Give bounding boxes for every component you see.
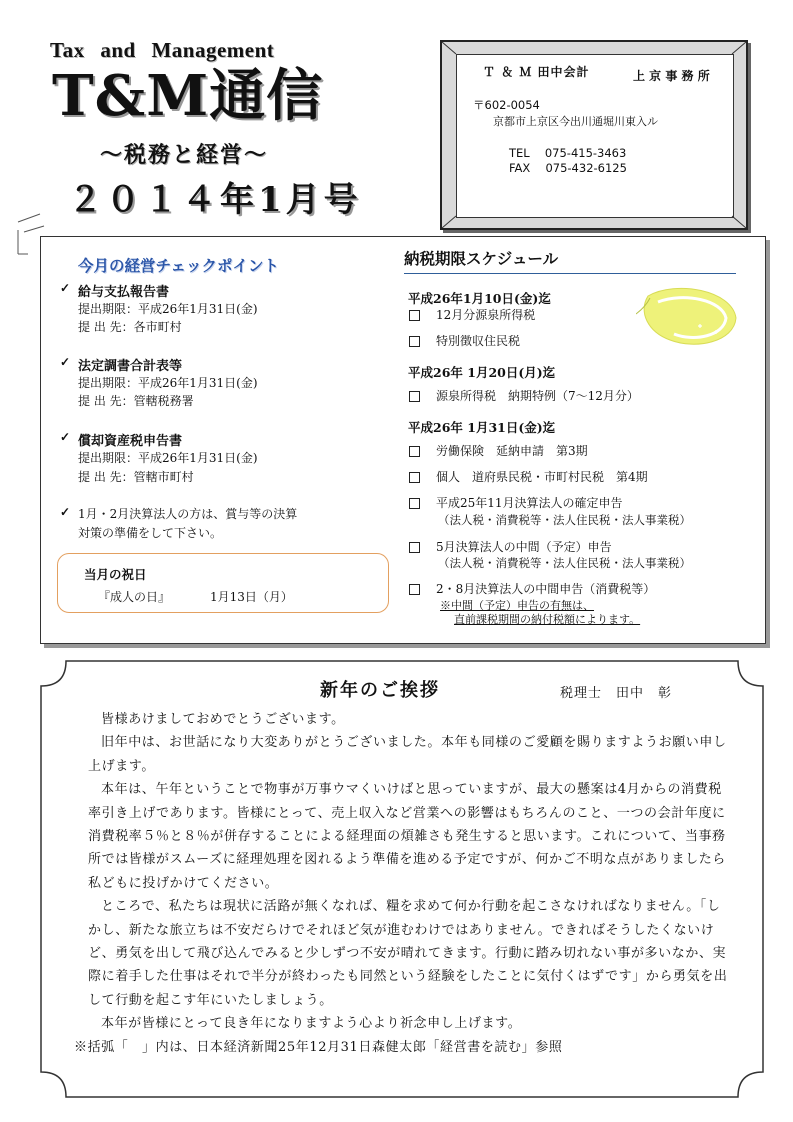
schedule-item-sub: （法人税・消費税等・法人住民税・法人事業税） bbox=[438, 556, 691, 570]
checkbox-icon bbox=[409, 310, 420, 321]
checkpoint-title: 今月の経営チェックポイント bbox=[78, 257, 280, 275]
checkpoint-destination: 提 出 先：管轄市町村 bbox=[78, 470, 194, 484]
check-icon: ✓ bbox=[60, 281, 71, 295]
greeting-paragraph: 本年は、午年ということで物事が万事ウマくいけばと思っていますが、最大の懸案は4月からの消費税率引き上げであります。皆様にとって、売上収入など営業への影響はもちろんのこと、一つの会計年度に消費税率５％と８％が併存することによる経理面の煩雑さも発生すると思います。これについて、当事務所では皆様がスムーズに経理処理を図れるよう準備を進める予定ですが、何かご不明な点がありましたら私どもに投げかけてください。 bbox=[88, 782, 726, 891]
greeting-body bbox=[74, 708, 728, 1059]
schedule-item: 5月決算法人の中間（予定）申告 bbox=[436, 540, 612, 554]
greeting-source-note: ※括弧「 」内は、日本経済新聞25年12月31日森健太郎「経営書を読む」参照 bbox=[74, 1039, 563, 1055]
schedule-item: 平成25年11月決算法人の確定申告 bbox=[436, 496, 623, 510]
office-name: Ｔ ＆ Ｍ 田中会計 bbox=[483, 65, 590, 79]
checkpoint-note-line1: 1月・2月決算法人の方は、賞与等の決算 bbox=[78, 507, 298, 521]
schedule-item: 12月分源泉所得税 bbox=[436, 308, 536, 322]
checkpoint-deadline: 提出期限：平成26年1月31日(金) bbox=[78, 376, 258, 390]
check-icon: ✓ bbox=[60, 355, 71, 369]
checkpoint-deadline: 提出期限：平成26年1月31日(金) bbox=[78, 451, 258, 465]
schedule-footnote-1: ※中間（予定）申告の有無は、 bbox=[440, 599, 594, 612]
checkpoint-destination: 提 出 先：管轄税務署 bbox=[78, 394, 194, 408]
masthead-english-title: Tax and Management bbox=[50, 38, 275, 62]
greeting-author: 税理士 田中 彰 bbox=[560, 686, 673, 701]
office-card-frame bbox=[440, 40, 748, 230]
greeting-paragraph: ところで、私たちは現状に活路が無くなれば、糧を求めて何か行動を起こさなければなりません。「しかし、新たな旅立ちは不安だらけでそれほど気が進むわけではありません。できればそうしたくないけど、勇気を出して飛び込んでみると少しずつ不安が晴れてきます。行動に踏み切れない事が多いなか、実際に着手した仕事はそれで半分が終わったも同然という経験をしたことに気付くはずです」から勇気を出して行動を起こす年にいたしましょう。 bbox=[88, 899, 728, 1008]
masthead-subtitle: ～税務と経営～ bbox=[100, 142, 269, 168]
greeting-paragraph: 皆様あけましておめでとうございます。 bbox=[101, 712, 345, 727]
schedule-item: 特別徴収住民税 bbox=[436, 334, 521, 348]
checkbox-icon bbox=[409, 584, 420, 595]
holiday-name: 『成人の日』 bbox=[98, 590, 171, 604]
schedule-footnote-2: 直前課税期間の納付税額によります。 bbox=[454, 613, 641, 626]
office-card bbox=[440, 40, 748, 230]
schedule-item: 2・8月決算法人の中間申告（消費税等） bbox=[436, 582, 656, 596]
masthead-title: T&M通信 bbox=[52, 63, 324, 129]
checkbox-icon bbox=[409, 472, 420, 483]
checkpoint-heading: 償却資産税申告書 bbox=[78, 434, 183, 449]
office-postal: 〒602-0054 bbox=[473, 98, 540, 112]
checkpoint-heading: 法定調書合計表等 bbox=[78, 359, 183, 374]
office-tel: TEL 075-415-3463 bbox=[509, 146, 627, 160]
checkpoint-deadline: 提出期限：平成26年1月31日(金) bbox=[78, 302, 258, 316]
leaf-decoration bbox=[636, 282, 740, 350]
checkbox-icon bbox=[409, 446, 420, 457]
checkbox-icon bbox=[409, 542, 420, 553]
holiday-label: 当月の祝日 bbox=[84, 567, 147, 582]
schedule-rule bbox=[404, 273, 736, 274]
schedule-item-sub: （法人税・消費税等・法人住民税・法人事業税） bbox=[438, 513, 691, 527]
office-card-bevel bbox=[442, 42, 746, 228]
check-icon: ✓ bbox=[60, 430, 71, 444]
schedule-item: 個人 道府県民税・市町村民税 第4期 bbox=[436, 470, 648, 484]
checkbox-icon bbox=[409, 498, 420, 509]
office-address: 京都市上京区今出川通堀川東入ル bbox=[493, 115, 658, 128]
greeting-paragraph: 旧年中は、お世話になり大変ありがとうございました。本年も同様のご愛顧を賜りますようお願い申し上げます。 bbox=[88, 735, 727, 774]
check-icon: ✓ bbox=[60, 505, 71, 519]
checkbox-icon bbox=[409, 336, 420, 347]
greeting-title: 新年のご挨拶 bbox=[320, 680, 440, 701]
office-branch: 上 京 事 務 所 bbox=[633, 69, 710, 83]
greeting-paragraph: 本年が皆様にとって良き年になりますよう心より祈念申し上げます。 bbox=[101, 1016, 522, 1032]
checkpoint-note-line2: 対策の準備をして下さい。 bbox=[78, 526, 223, 540]
checkpoint-destination: 提 出 先：各市町村 bbox=[78, 320, 182, 334]
holiday-date: 1月13日（月） bbox=[210, 590, 293, 604]
checkbox-icon bbox=[409, 391, 420, 402]
schedule-date-0: 平成26年1月10日(金)迄 bbox=[408, 291, 551, 306]
schedule-item: 源泉所得税 納期特例（7～12月分） bbox=[436, 389, 639, 403]
checkpoint-heading: 給与支払報告書 bbox=[78, 285, 170, 300]
schedule-date-2: 平成26年 1月31日(金)迄 bbox=[408, 420, 556, 435]
schedule-item: 労働保険 延納申請 第3期 bbox=[436, 444, 588, 458]
issue-date: ２０１４年1月号 bbox=[68, 180, 362, 220]
schedule-date-1: 平成26年 1月20日(月)迄 bbox=[408, 365, 556, 380]
office-fax: FAX 075-432-6125 bbox=[509, 161, 627, 175]
schedule-title: 納税期限スケジュール bbox=[404, 249, 559, 268]
